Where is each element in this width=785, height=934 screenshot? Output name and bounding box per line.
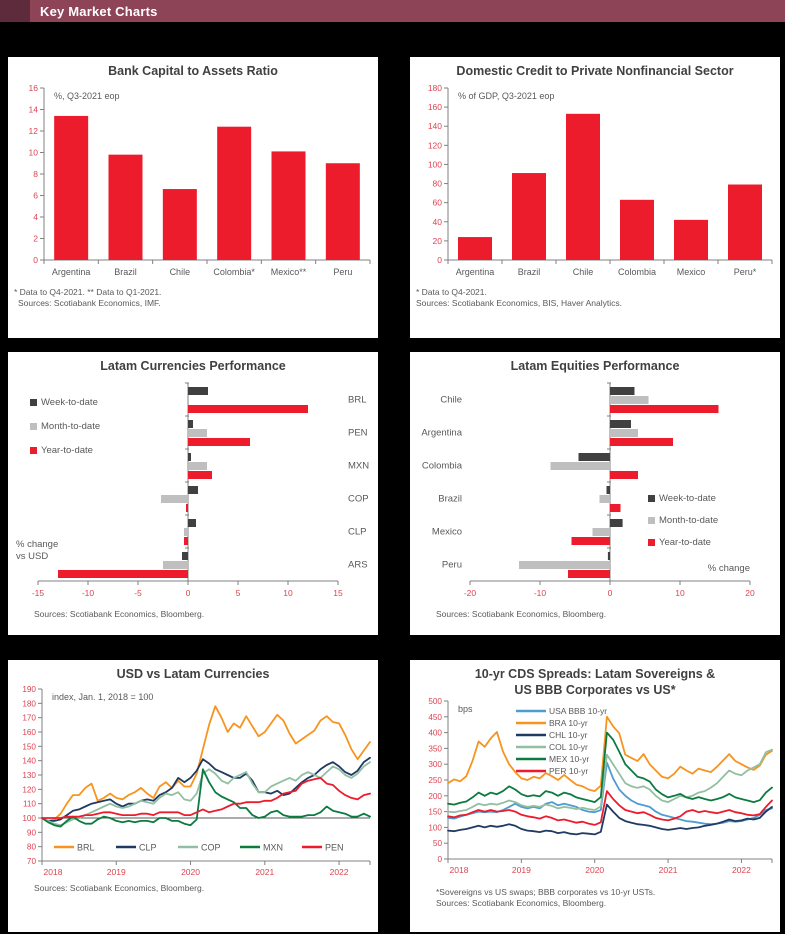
svg-text:50: 50 (432, 839, 442, 849)
svg-text:PEN: PEN (348, 427, 368, 439)
svg-text:Month-to-date: Month-to-date (41, 421, 101, 432)
svg-text:20: 20 (432, 235, 442, 246)
svg-text:Argentina: Argentina (455, 267, 495, 277)
svg-text:BRA 10-yr: BRA 10-yr (549, 718, 588, 728)
chart-title: Domestic Credit to Private Nonfinancial Sector (456, 64, 734, 78)
svg-text:Chile: Chile (169, 267, 191, 277)
svg-text:CHL 10-yr: CHL 10-yr (549, 730, 588, 740)
svg-text:14: 14 (28, 104, 38, 115)
chart-title: 10-yr CDS Spreads: Latam Sovereigns & (474, 667, 716, 681)
svg-text:2020: 2020 (585, 865, 605, 875)
svg-text:BRL: BRL (348, 394, 367, 406)
svg-text:Colombia*: Colombia* (213, 267, 255, 277)
chart-footnote: *Sovereigns vs US swaps; BBB corporates vs 10-yr USTs. (436, 887, 656, 897)
svg-text:140: 140 (427, 121, 442, 132)
page-header (0, 0, 785, 22)
svg-text:vs USD: vs USD (16, 551, 49, 562)
svg-text:0: 0 (437, 855, 442, 864)
chart-title: USD vs Latam Currencies (116, 667, 270, 681)
svg-text:Chile: Chile (440, 394, 462, 406)
svg-text:COP: COP (201, 842, 221, 853)
svg-text:PER 10-yr: PER 10-yr (549, 766, 589, 776)
svg-text:0: 0 (437, 255, 442, 265)
svg-text:80: 80 (26, 842, 36, 852)
chart-title: Bank Capital to Assets Ratio (108, 64, 278, 78)
svg-text:2022: 2022 (329, 867, 349, 877)
svg-text:Week-to-date: Week-to-date (659, 493, 716, 504)
svg-text:90: 90 (26, 828, 36, 838)
chart-panel-cds-spreads (410, 660, 780, 932)
svg-text:MXN: MXN (263, 842, 283, 853)
svg-text:0: 0 (185, 588, 191, 598)
svg-text:Week-to-date: Week-to-date (41, 397, 98, 408)
svg-text:-10: -10 (81, 588, 95, 598)
svg-text:150: 150 (22, 742, 36, 752)
svg-text:Chile: Chile (572, 267, 594, 277)
svg-text:110: 110 (22, 799, 36, 809)
svg-text:COP: COP (348, 493, 369, 505)
svg-text:BRL: BRL (77, 842, 95, 853)
svg-text:Colombia: Colombia (617, 267, 657, 277)
svg-text:2022: 2022 (731, 865, 751, 875)
svg-text:2019: 2019 (511, 865, 531, 875)
chart-source: Sources: Scotiabank Economics, BIS, Haver Analytics. (416, 298, 622, 308)
svg-text:100: 100 (427, 159, 442, 170)
svg-text:40: 40 (432, 216, 442, 227)
svg-text:PEN: PEN (325, 842, 344, 853)
svg-text:160: 160 (427, 102, 442, 113)
svg-text:Peru: Peru (333, 267, 353, 277)
svg-text:70: 70 (26, 857, 36, 866)
chart-panel-currencies-performance (8, 352, 378, 635)
chart-source: Sources: Scotiabank Economics, Bloomberg. (34, 883, 205, 893)
svg-text:0: 0 (607, 588, 613, 598)
svg-text:180: 180 (22, 699, 36, 709)
svg-text:Peru: Peru (441, 559, 462, 571)
svg-text:% of GDP, Q3-2021 eop: % of GDP, Q3-2021 eop (458, 91, 555, 101)
svg-text:450: 450 (428, 712, 442, 722)
svg-text:2020: 2020 (181, 867, 200, 877)
svg-text:Year-to-date: Year-to-date (41, 445, 93, 456)
domestic-credit-chart (410, 80, 780, 287)
svg-text:index, Jan. 1, 2018 = 100: index, Jan. 1, 2018 = 100 (52, 692, 154, 702)
svg-text:10: 10 (283, 588, 293, 598)
header-accent-square (0, 0, 30, 22)
svg-text:160: 160 (22, 728, 36, 737)
svg-text:USA BBB 10-yr: USA BBB 10-yr (549, 706, 608, 716)
svg-text:COL 10-yr: COL 10-yr (549, 742, 588, 752)
svg-text:16: 16 (28, 83, 38, 93)
usd-latam-currencies-chart (8, 683, 378, 883)
svg-text:CLP: CLP (139, 842, 157, 853)
svg-text:5: 5 (235, 588, 241, 598)
svg-text:-20: -20 (463, 588, 477, 598)
svg-text:-15: -15 (31, 588, 45, 598)
svg-text:170: 170 (22, 713, 36, 723)
svg-text:2: 2 (33, 233, 38, 244)
svg-text:4: 4 (33, 212, 38, 222)
svg-text:500: 500 (428, 697, 442, 706)
svg-text:2021: 2021 (255, 867, 275, 877)
svg-text:0: 0 (33, 255, 38, 265)
svg-text:bps: bps (458, 704, 473, 714)
chart-panel-domestic-credit (410, 57, 780, 338)
chart-title: Latam Equities Performance (510, 359, 680, 373)
svg-text:Mexico: Mexico (431, 526, 462, 538)
svg-text:Brazil: Brazil (517, 267, 541, 277)
svg-text:2018: 2018 (449, 865, 469, 875)
svg-text:Brazil: Brazil (114, 267, 137, 277)
svg-text:20: 20 (745, 588, 755, 598)
svg-text:2019: 2019 (106, 867, 126, 877)
svg-text:Month-to-date: Month-to-date (659, 515, 719, 526)
svg-text:-5: -5 (134, 588, 142, 598)
chart-source: Sources: Scotiabank Economics, Bloomberg. (436, 898, 607, 908)
svg-text:ARS: ARS (348, 559, 368, 571)
svg-text:200: 200 (428, 791, 442, 801)
svg-text:Mexico**: Mexico** (270, 267, 307, 277)
svg-text:120: 120 (427, 140, 442, 151)
svg-text:15: 15 (333, 588, 343, 598)
svg-text:6: 6 (33, 190, 38, 201)
svg-text:140: 140 (22, 756, 36, 766)
chart-panel-bank-capital (8, 57, 378, 338)
svg-text:% change: % change (707, 563, 750, 574)
svg-text:Peru*: Peru* (733, 267, 757, 277)
svg-text:10: 10 (675, 588, 685, 598)
svg-text:190: 190 (22, 685, 36, 694)
svg-text:100: 100 (22, 814, 36, 823)
svg-text:100: 100 (428, 823, 442, 833)
chart-source: Sources: Scotiabank Economics, IMF. (18, 298, 161, 308)
svg-text:10: 10 (28, 147, 38, 158)
svg-text:250: 250 (428, 776, 442, 785)
svg-text:2018: 2018 (43, 867, 63, 877)
svg-text:80: 80 (432, 178, 442, 189)
chart-footnote: * Data to Q4-2021. ** Data to Q1-2021. (14, 287, 162, 297)
svg-text:MXN: MXN (348, 460, 370, 472)
svg-text:180: 180 (427, 83, 442, 93)
svg-text:-10: -10 (533, 588, 547, 598)
currencies-performance-chart (8, 375, 378, 609)
chart-title-line2: US BBB Corporates vs US* (514, 683, 676, 697)
svg-text:300: 300 (428, 760, 442, 770)
equities-performance-chart (410, 375, 780, 609)
chart-footnote: * Data to Q4-2021. (416, 287, 487, 297)
svg-text:130: 130 (22, 771, 36, 780)
chart-panel-equities-performance (410, 352, 780, 635)
svg-text:8: 8 (33, 169, 38, 179)
svg-text:Argentina: Argentina (421, 427, 462, 439)
svg-text:%, Q3-2021 eop: %, Q3-2021 eop (54, 91, 120, 101)
svg-text:CLP: CLP (348, 526, 367, 538)
chart-panel-usd-latam-currencies (8, 660, 378, 932)
chart-source: Sources: Scotiabank Economics, Bloomberg. (436, 609, 607, 619)
svg-text:Colombia: Colombia (421, 460, 462, 472)
svg-text:Argentina: Argentina (51, 267, 91, 277)
svg-text:150: 150 (428, 807, 442, 817)
page-title: Key Market Charts (40, 3, 158, 19)
svg-text:350: 350 (428, 744, 442, 754)
bank-capital-chart (8, 80, 378, 287)
svg-text:2021: 2021 (658, 865, 678, 875)
svg-text:Brazil: Brazil (438, 493, 462, 505)
svg-text:% change: % change (16, 539, 59, 550)
svg-text:12: 12 (28, 126, 38, 136)
cds-spreads-chart (410, 697, 780, 887)
svg-text:60: 60 (432, 197, 442, 208)
svg-text:Year-to-date: Year-to-date (659, 537, 711, 548)
svg-text:120: 120 (22, 785, 36, 795)
chart-title: Latam Currencies Performance (100, 359, 286, 373)
svg-text:MEX 10-yr: MEX 10-yr (549, 754, 590, 764)
svg-text:Mexico: Mexico (676, 267, 706, 277)
chart-source: Sources: Scotiabank Economics, Bloomberg. (34, 609, 205, 619)
svg-text:400: 400 (428, 728, 442, 738)
